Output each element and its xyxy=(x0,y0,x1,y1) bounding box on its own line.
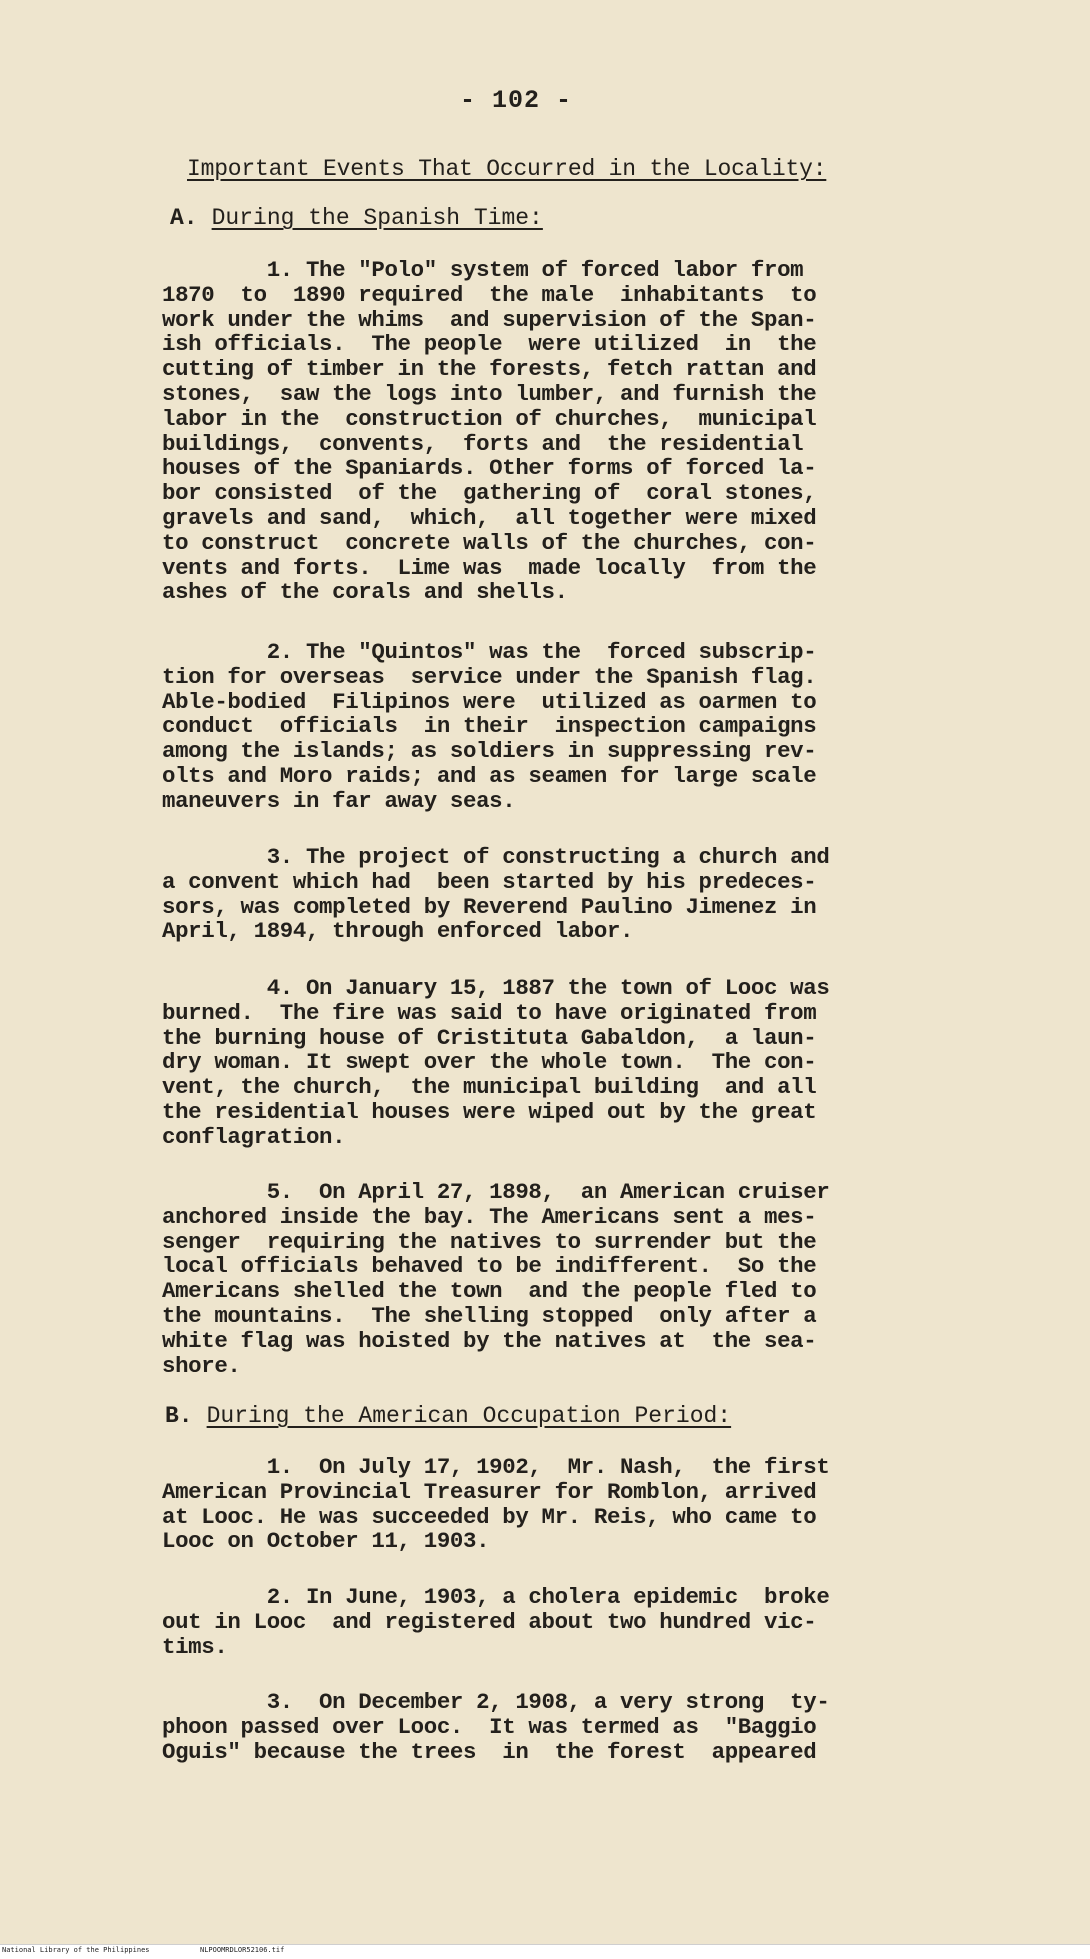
text-line: Americans shelled the town and the people fled to xyxy=(162,1279,817,1304)
footer-source: National Library of the Philippines xyxy=(2,1946,150,1954)
page-number: - 102 - xyxy=(460,86,573,115)
text-line: buildings, convents, forts and the residential xyxy=(162,431,804,457)
text-line: bor consisted of the gathering of coral stones, xyxy=(162,481,817,506)
text-line: 4. On January 15, 1887 the town of Looc was xyxy=(162,976,830,1001)
text-line: 3. On December 2, 1908, a very strong ty- xyxy=(162,1690,830,1715)
text-line: Able-bodied Filipinos were utilized as oarmen to xyxy=(162,689,817,715)
section-a-paragraph-1 xyxy=(162,258,926,605)
section-b-paragraph-3 xyxy=(162,1690,926,1764)
section-a-paragraph-2 xyxy=(162,640,926,814)
text-line: Looc on October 11, 1903. xyxy=(162,1529,490,1555)
text-line: tion for overseas service under the Spanish flag. xyxy=(162,664,817,690)
text-line: work under the whims and supervision of the Span- xyxy=(162,307,817,333)
text-line: shore. xyxy=(162,1353,241,1379)
text-line: ish officials. The people were utilized in the xyxy=(162,332,817,358)
text-line: houses of the Spaniards. Other forms of forced la- xyxy=(162,456,817,482)
text-line: gravels and sand, which, all together were mixed xyxy=(162,505,817,531)
section-b-title: During the American Occupation Period: xyxy=(206,1403,732,1429)
text-line: 1870 to 1890 required the male inhabitants to xyxy=(162,282,817,308)
text-line: conduct officials in their inspection campaigns xyxy=(162,714,817,740)
page-heading: Important Events That Occurred in the Locality: xyxy=(187,156,827,182)
section-b-letter: B. xyxy=(165,1403,193,1429)
text-line: 1. The "Polo" system of forced labor from xyxy=(162,258,804,283)
text-line: conflagration. xyxy=(162,1124,346,1150)
text-line: to construct concrete walls of the churches, con- xyxy=(162,530,817,556)
text-line: April, 1894, through enforced labor. xyxy=(162,919,634,945)
text-line: local officials behaved to be indifferent. So the xyxy=(162,1254,817,1280)
text-line: Oguis" because the trees in the forest appeared xyxy=(162,1739,817,1765)
section-b-heading xyxy=(165,1402,731,1430)
text-line: vent, the church, the municipal building and all xyxy=(162,1075,817,1100)
text-line: 5. On April 27, 1898, an American cruiser xyxy=(162,1180,830,1205)
text-line: 2. The "Quintos" was the forced subscrip- xyxy=(162,640,817,665)
text-line: out in Looc and registered about two hundred vic- xyxy=(162,1609,817,1635)
text-line: among the islands; as soldiers in suppressing rev- xyxy=(162,739,817,764)
section-a-letter: A. xyxy=(170,205,198,231)
text-line: a convent which had been started by his predeces- xyxy=(162,869,817,895)
text-line: 2. In June, 1903, a cholera epidemic broke xyxy=(162,1585,830,1610)
section-b-paragraph-2 xyxy=(162,1585,926,1659)
text-line: at Looc. He was succeeded by Mr. Reis, who came to xyxy=(162,1504,817,1530)
text-line: 1. On July 17, 1902, Mr. Nash, the first xyxy=(162,1455,830,1480)
text-line: maneuvers in far away seas. xyxy=(162,788,516,814)
section-a-paragraph-4 xyxy=(162,976,926,1150)
text-line: phoon passed over Looc. It was termed as "Baggio xyxy=(162,1714,817,1740)
text-line: stones, saw the logs into lumber, and furnish the xyxy=(162,381,817,407)
text-line: senger requiring the natives to surrender but the xyxy=(162,1229,817,1255)
section-b-paragraph-1 xyxy=(162,1455,926,1554)
text-line: tims. xyxy=(162,1634,228,1660)
text-line: 3. The project of constructing a church and xyxy=(162,845,830,870)
text-line: burned. The fire was said to have originated from xyxy=(162,1000,817,1026)
text-line: the mountains. The shelling stopped only after a xyxy=(162,1303,817,1329)
section-a-paragraph-5 xyxy=(162,1180,926,1378)
footer-filename: NLPOOMRDLOR52106.tif xyxy=(200,1946,285,1954)
text-line: dry woman. It swept over the whole town. The con- xyxy=(162,1050,817,1076)
text-line: American Provincial Treasurer for Romblon, arrived xyxy=(162,1479,817,1505)
text-line: cutting of timber in the forests, fetch rattan and xyxy=(162,357,817,382)
section-a-heading xyxy=(170,204,543,232)
section-a-paragraph-3 xyxy=(162,845,926,944)
scan-footer-strip xyxy=(0,1944,1090,1959)
text-line: labor in the construction of churches, municipal xyxy=(162,406,817,432)
text-line: vents and forts. Lime was made locally from the xyxy=(162,555,817,581)
text-line: olts and Moro raids; and as seamen for large scale xyxy=(162,763,817,789)
text-line: white flag was hoisted by the natives at the sea- xyxy=(162,1328,817,1354)
text-line: the residential houses were wiped out by the great xyxy=(162,1099,817,1125)
text-line: the burning house of Cristituta Gabaldon, a laun- xyxy=(162,1025,817,1051)
text-line: sors, was completed by Reverend Paulino Jimenez in xyxy=(162,894,817,920)
text-line: anchored inside the bay. The Americans sent a mes- xyxy=(162,1204,817,1230)
section-a-title: During the Spanish Time: xyxy=(211,205,543,231)
text-line: ashes of the corals and shells. xyxy=(162,580,568,606)
